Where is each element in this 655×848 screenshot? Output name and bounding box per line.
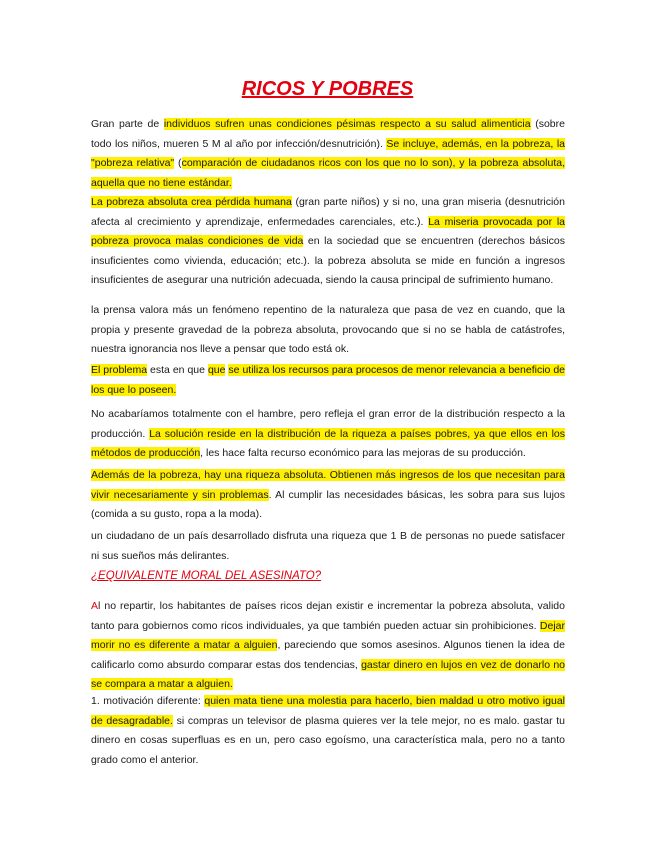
p4-text: esta en que bbox=[147, 364, 208, 376]
section-heading: ¿EQUIVALENTE MORAL DEL ASESINATO? bbox=[91, 570, 322, 582]
p1-highlight: comparación de ciudadanos ricos con los que no lo son), y la pobreza absoluta, aquella que no tiene estándar. bbox=[91, 157, 565, 189]
p5-text: , les hace falta recurso económico para las mejoras de su producción. bbox=[200, 447, 526, 459]
p8-highlight: Dejar morir no es diferente a matar a alguien bbox=[91, 619, 565, 651]
paragraph-7: un ciudadano de un país desarrollado disfruta una riqueza que 1 B de personas no puede satisfacer ni sus sueños más delirantes. bbox=[91, 530, 565, 562]
p8-red-initial: A bbox=[91, 600, 99, 612]
p9-highlight: quien mata tiene una molestia para hacerlo, bien maldad u otro motivo igual de desagradable. bbox=[91, 695, 565, 727]
p1-text: (sobre todo los niños, mueren 5 M al año por infección/desnutrición). bbox=[91, 118, 565, 150]
paragraph-8 bbox=[91, 597, 565, 695]
paragraph-2 bbox=[91, 193, 565, 291]
p6-highlight: Además de la pobreza, hay una bbox=[91, 469, 246, 481]
paragraph-9 bbox=[91, 692, 565, 770]
p1-text: ( bbox=[174, 157, 182, 169]
p5-text: No acabaríamos totalmente con el hambre, pero refleja el gran error de la distribución respecto a la producción. bbox=[91, 408, 565, 440]
p1-highlight: Se incluye, además, en la pobreza, la "pobreza relativa" bbox=[91, 137, 566, 169]
paragraph-5 bbox=[91, 405, 565, 464]
p4-highlight: se utiliza los recursos para procesos de menor relevancia a beneficio de los que lo poseen. bbox=[91, 364, 565, 396]
p2-highlight: La miseria provocada por la pobreza provoca malas condiciones de vida bbox=[91, 215, 565, 247]
p6-highlight: riqueza absoluta. Obtienen más ingresos de los que necesitan para vivir necesariamente y sin problemas bbox=[91, 469, 566, 501]
p8-text: , pareciendo que somos asesinos. Algunos tienen la idea de calificarlo como absurdo comparar estas dos tendencias, bbox=[91, 639, 565, 671]
p8-highlight: gastar dinero en lujos en vez de donarlo no se compara a matar a alguien. bbox=[91, 658, 565, 690]
p5-highlight: La solución reside en la distribución de la riqueza a países pobres, ya que ellos en los métodos de producción bbox=[91, 427, 565, 459]
paragraph-4 bbox=[91, 361, 565, 400]
p2-text: (gran parte niños) y si no, una gran miseria (desnutrición afecta al crecimiento y aprendizaje, enfermedades carenciales, etc.). bbox=[91, 196, 565, 228]
p4-highlight: que bbox=[207, 364, 226, 376]
p8-text: l no repartir, los habitantes de países ricos dejan existir e incrementar la pobreza absoluta, valido tanto para gobiernos como ricos individuales, ya que también pueden actuar sin prohibiciones. bbox=[91, 600, 565, 632]
p1-text: Gran parte de bbox=[91, 118, 164, 130]
document-title: RICOS Y POBRES bbox=[241, 78, 414, 100]
p9-text: si compras un televisor de plasma quieres ver la tele mejor, no es malo. gastar tu dinero en cosas superfluas es en un, pero caso egoísmo, una característica mala, pero no a tanto grado como el anterior. bbox=[91, 714, 565, 766]
p2-highlight: La pobreza absoluta crea pérdida humana bbox=[91, 196, 292, 208]
paragraph-1 bbox=[91, 115, 565, 193]
p9-text: 1. motivación diferente: bbox=[91, 695, 205, 707]
p1-highlight: individuos sufren unas condiciones pésimas respecto a su salud alimenticia bbox=[163, 118, 531, 130]
p6-text: . Al cumplir las necesidades básicas, les sobra para sus lujos (comida a su gusto, ropa a la moda). bbox=[91, 488, 565, 520]
p4-highlight: El problema bbox=[91, 364, 148, 376]
p2-text: en la sociedad que se encuentren (derechos básicos insuficientes como vivienda, educación; etc.). la pobreza absoluta se mide en función a ingresos insuficientes de asegurar una nutrición adecuada, siendo la causa principal de sufrimiento humano. bbox=[91, 235, 565, 286]
paragraph-6 bbox=[91, 466, 565, 525]
paragraph-3: la prensa valora más un fenómeno repentino de la naturaleza que pasa de vez en cuando, que la propia y presente gravedad de la pobreza absoluta, provocando que si no se habla de catástrofes, nuestra ignorancia nos lleve a pensar que todo está ok. bbox=[91, 304, 565, 355]
